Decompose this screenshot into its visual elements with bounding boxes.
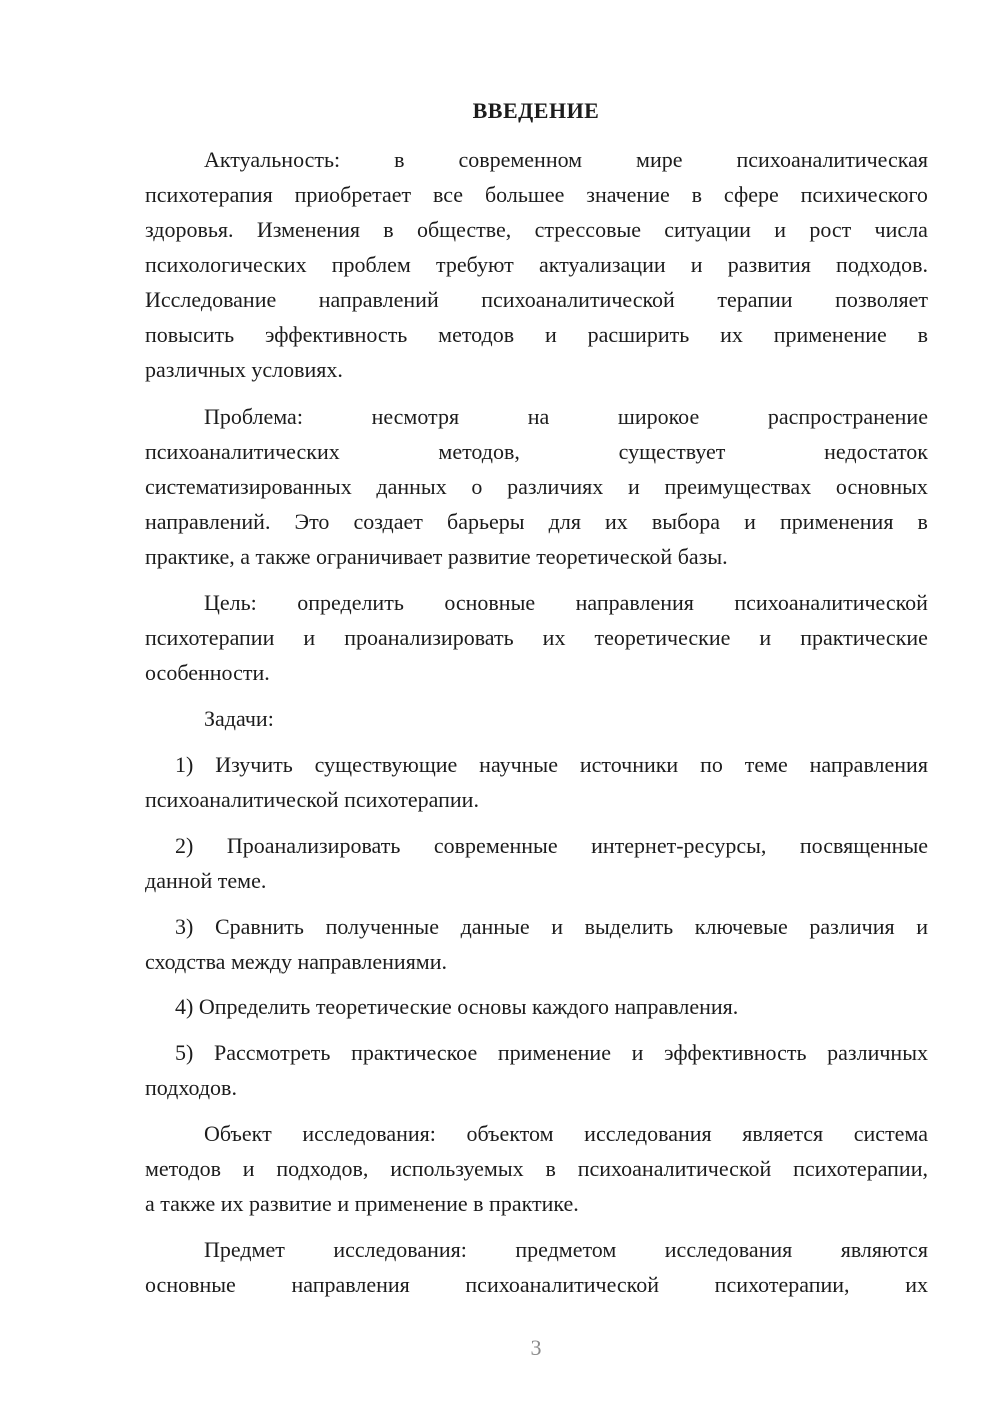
word: 5) (175, 1040, 194, 1065)
word: Исследование (145, 287, 277, 312)
word: практические (800, 625, 928, 650)
word: психоаналитических (145, 439, 340, 464)
word: источники (579, 752, 679, 777)
word: современные (433, 833, 558, 858)
word: психотерапии, (714, 1272, 850, 1297)
word: числа (874, 217, 928, 242)
word: практическое (351, 1040, 478, 1065)
word: обществе, (416, 217, 512, 242)
word: направлений (318, 287, 439, 312)
word: в (691, 182, 703, 207)
task-4-line-1: 4) Определить теоретические основы каждого направления. (175, 994, 739, 1019)
actuality-line-3 (145, 213, 928, 247)
word: выделить (584, 914, 674, 939)
word: психоаналитической (465, 1272, 660, 1297)
task-1-line-1 (175, 748, 928, 782)
word: 1) (175, 752, 194, 777)
word: создает (353, 509, 423, 534)
task-3-line-1 (175, 910, 928, 944)
word: психоаналитической (734, 590, 928, 615)
word: актуализации (538, 252, 666, 277)
problem-line-3 (145, 470, 928, 504)
word: здоровья. (145, 217, 234, 242)
word: и (759, 625, 772, 650)
word: 2) (175, 833, 194, 858)
problem-line-2 (145, 435, 928, 469)
word: и (242, 1156, 255, 1181)
word: приобретает (294, 182, 412, 207)
task-5-line-2: подходов. (145, 1075, 237, 1100)
task-1-line-2: психоаналитической психотерапии. (145, 787, 479, 812)
word: расширить (587, 322, 690, 347)
word: и (627, 474, 640, 499)
word: Изучить (215, 752, 293, 777)
word: исследования (584, 1121, 712, 1146)
task-3-line-2: сходства между направлениями. (145, 949, 448, 974)
word: методов, (438, 439, 520, 464)
word: определить (297, 590, 404, 615)
task-5-line-1 (175, 1036, 928, 1070)
word: их (720, 322, 743, 347)
object-line-1 (204, 1117, 928, 1151)
word: их (542, 625, 566, 650)
word: эффективность (264, 322, 408, 347)
word: Рассмотреть (214, 1040, 331, 1065)
word: и (551, 914, 564, 939)
word: данные (460, 914, 530, 939)
word: применения (780, 509, 894, 534)
word: Сравнить (214, 914, 304, 939)
word: основные (444, 590, 536, 615)
page-number (0, 1333, 1000, 1363)
word: Это (294, 509, 330, 534)
goal-line-1 (204, 586, 928, 620)
word: и (690, 252, 703, 277)
word: выбора (651, 509, 721, 534)
actuality-line-5 (145, 283, 928, 317)
word: повысить (145, 322, 235, 347)
word: в (383, 217, 394, 242)
word: проблем (331, 252, 411, 277)
word: Проанализировать (226, 833, 401, 858)
word: подходов. (836, 252, 928, 277)
word: систематизированных (145, 474, 352, 499)
word: психоаналитическая (736, 147, 928, 172)
word: система (853, 1121, 928, 1146)
word: и (916, 914, 928, 939)
word: психоаналитической (481, 287, 675, 312)
task-2-line-2: данной теме. (145, 868, 267, 893)
word: данных (376, 474, 447, 499)
word: в (917, 322, 928, 347)
subject-line-2 (145, 1268, 928, 1302)
word: преимуществах (664, 474, 812, 499)
word: рост (809, 217, 852, 242)
word: различных (827, 1040, 928, 1065)
word: психологических (145, 252, 307, 277)
tasks-label: Задачи: (204, 706, 274, 731)
word: и (303, 625, 316, 650)
word: полученные (325, 914, 439, 939)
word: и (544, 322, 557, 347)
word: барьеры (447, 509, 525, 534)
word: посвященные (799, 833, 928, 858)
word: Изменения (256, 217, 360, 242)
word: исследования: (302, 1121, 436, 1146)
word: Предмет (204, 1237, 285, 1262)
word: психического (800, 182, 928, 207)
word: являются (840, 1237, 928, 1262)
word: их (905, 1272, 928, 1297)
word: Проблема: (204, 404, 303, 429)
word: различия (809, 914, 895, 939)
word: их (605, 509, 628, 534)
word: методов (438, 322, 515, 347)
page-number-text: 3 (530, 1335, 542, 1360)
word: направления (809, 752, 928, 777)
word: психотерапии (145, 625, 275, 650)
word: эффективность (664, 1040, 807, 1065)
problem-line-5: практике, а также ограничивает развитие теоретической базы. (145, 544, 728, 569)
word: значение (586, 182, 670, 207)
word: терапии (717, 287, 793, 312)
word: научные (479, 752, 558, 777)
object-line-3: а также их развитие и применение в практике. (145, 1191, 579, 1216)
word: и (631, 1040, 644, 1065)
word: для (548, 509, 581, 534)
word: направлений. (145, 509, 271, 534)
actuality-line-1 (204, 143, 928, 177)
word: интернет-ресурсы, (591, 833, 767, 858)
word: по (700, 752, 723, 777)
word: исследования (664, 1237, 793, 1262)
word: психотерапии, (793, 1156, 928, 1181)
word: существующие (314, 752, 458, 777)
goal-line-3: особенности. (145, 660, 270, 685)
word: направления (291, 1272, 410, 1297)
word: Объект (204, 1121, 272, 1146)
section-heading (0, 94, 1000, 128)
word: недостаток (824, 439, 928, 464)
word: в (545, 1156, 556, 1181)
word: о (471, 474, 483, 499)
word: существует (618, 439, 726, 464)
subject-line-1 (204, 1233, 928, 1267)
actuality-line-7: различных условиях. (145, 357, 343, 382)
actuality-line-6 (145, 318, 928, 352)
word: теоретические (594, 625, 731, 650)
word: и (744, 509, 756, 534)
word: Цель: (204, 590, 257, 615)
word: основных (835, 474, 928, 499)
word: современном (458, 147, 583, 172)
word: применение (497, 1040, 611, 1065)
actuality-line-4 (145, 248, 928, 282)
word: широкое (617, 404, 700, 429)
word: сфере (723, 182, 779, 207)
word: основные (145, 1272, 236, 1297)
word: исследования: (333, 1237, 467, 1262)
word: в (394, 147, 405, 172)
problem-line-1 (204, 400, 928, 434)
object-line-2 (145, 1152, 928, 1186)
word: мире (636, 147, 683, 172)
word: методов (145, 1156, 221, 1181)
word: и (774, 217, 787, 242)
word: требуют (436, 252, 514, 277)
word: применение (773, 322, 887, 347)
word: проанализировать (344, 625, 514, 650)
word: позволяет (835, 287, 928, 312)
problem-line-4 (145, 505, 928, 539)
word: теме (744, 752, 788, 777)
word: развития (727, 252, 811, 277)
word: Актуальность: (204, 147, 341, 172)
task-2-line-1 (175, 829, 928, 863)
goal-line-2 (145, 621, 928, 655)
word: несмотря (371, 404, 460, 429)
word: психоаналитической (577, 1156, 772, 1181)
word: распространение (767, 404, 928, 429)
word: направления (575, 590, 694, 615)
actuality-line-2 (145, 178, 928, 212)
word: используемых (390, 1156, 524, 1181)
word: ситуации (664, 217, 751, 242)
word: большее (484, 182, 565, 207)
word: на (527, 404, 550, 429)
word: предметом (515, 1237, 617, 1262)
word: различиях (507, 474, 604, 499)
word: ключевые (694, 914, 788, 939)
word: все (433, 182, 464, 207)
word: является (742, 1121, 824, 1146)
word: 3) (175, 914, 194, 939)
word: в (917, 509, 928, 534)
word: психотерапия (145, 182, 273, 207)
section-heading-text: ВВЕДЕНИЕ (472, 98, 600, 123)
word: стрессовые (534, 217, 642, 242)
word: подходов, (276, 1156, 369, 1181)
word: объектом (466, 1121, 554, 1146)
